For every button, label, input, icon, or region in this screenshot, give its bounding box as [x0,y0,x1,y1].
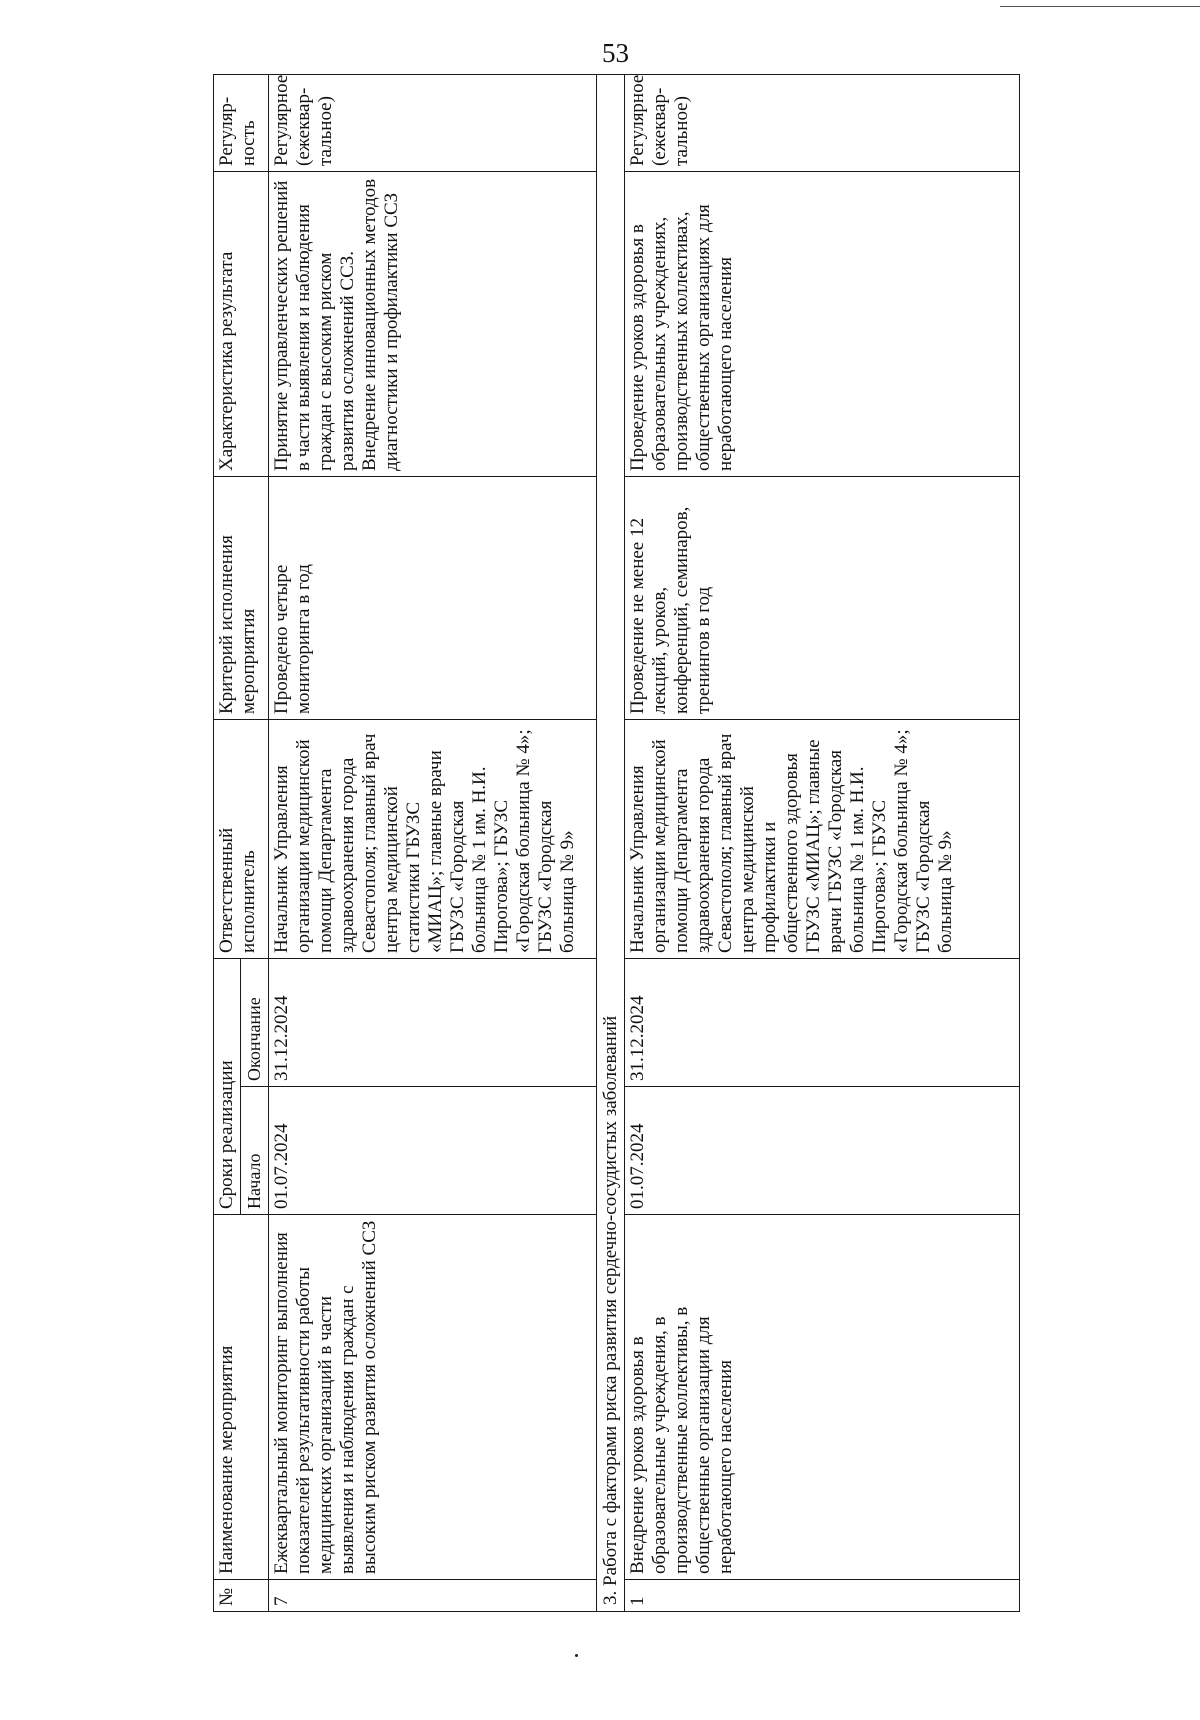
section-title: 3. Работа с факторами риска развития сердечно-сосудистых заболеваний [597,75,625,1612]
row-criterion: Проведено четыре мониторинга в год [269,477,597,720]
row-num: 7 [269,1580,597,1612]
table-row [269,75,597,1612]
table-row [625,75,1020,1612]
header-regularity: Регуляр-ность [214,75,269,172]
row-end: 31.12.2024 [269,959,597,1087]
header-responsible: Ответственный исполнитель [214,720,269,959]
scan-speck [575,1654,578,1657]
header-num: № [214,1580,269,1612]
header-result: Характеристика результата [214,172,269,477]
events-table [213,74,1020,1612]
row-responsible: Начальник Управления организации медицинской помощи Департамента здравоохранения города Севастополя; главный врач центра медицинской профилактики и общественного здоровья ГБУЗС «МИАЦ»; главные врачи ГБУЗС «Городская больница № 1 им. Н.И. Пирогова»; ГБУЗС «Городская больница № 4»; ГБУЗС «Городская больница № 9» [625,720,1020,959]
row-regularity: Регулярное (ежеквар-тальное) [625,75,1020,172]
row-responsible: Начальник Управления организации медицинской помощи Департамента здравоохранения города Севастополя; главный врач центра медицинской статистики ГБУЗС «МИАЦ»; главные врачи ГБУЗС «Городская больница № 1 им. Н.И. Пирогова»; ГБУЗС «Городская больница № 4»; ГБУЗС «Городская больница № 9» [269,720,597,959]
header-name: Наименование мероприятия [214,1215,269,1580]
page-number: 53 [602,38,629,68]
row-start: 01.07.2024 [625,1087,1020,1215]
row-name: Ежеквартальный мониторинг выполнения показателей результативности работы медицинских организаций в части выявления и наблюдения граждан с высоким риском развития осложнений ССЗ [269,1215,597,1580]
header-criterion: Критерий исполнения мероприятия [214,477,269,720]
row-result: Принятие управленческих решений в части выявления и наблюдения граждан с высоким риском развития осложнений ССЗ. Внедрение инновационных методов диагностики и профилактики ССЗ [269,172,597,477]
header-period: Сроки реализации [214,959,241,1215]
row-regularity: Регулярное (ежеквар-тальное) [269,75,597,172]
row-end: 31.12.2024 [625,959,1020,1087]
row-criterion: Проведение не менее 12 лекций, уроков, конференций, семинаров, тренингов в год [625,477,1020,720]
row-start: 01.07.2024 [269,1087,597,1215]
row-result: Проведение уроков здоровья в образовательных учреждениях, производственных коллективах, общественных организациях для неработающего населения [625,172,1020,477]
row-name: Внедрение уроков здоровья в образовательные учреждения, в производственные коллективы, в общественные организации для неработающего населения [625,1215,1020,1580]
header-row [214,75,241,1612]
row-num: 1 [625,1580,1020,1612]
section-row [597,75,625,1612]
header-start: Начало [241,1087,269,1215]
header-end: Окончание [241,959,269,1087]
rotated-table-container [213,75,1018,1612]
top-edge-line [1000,6,1200,7]
